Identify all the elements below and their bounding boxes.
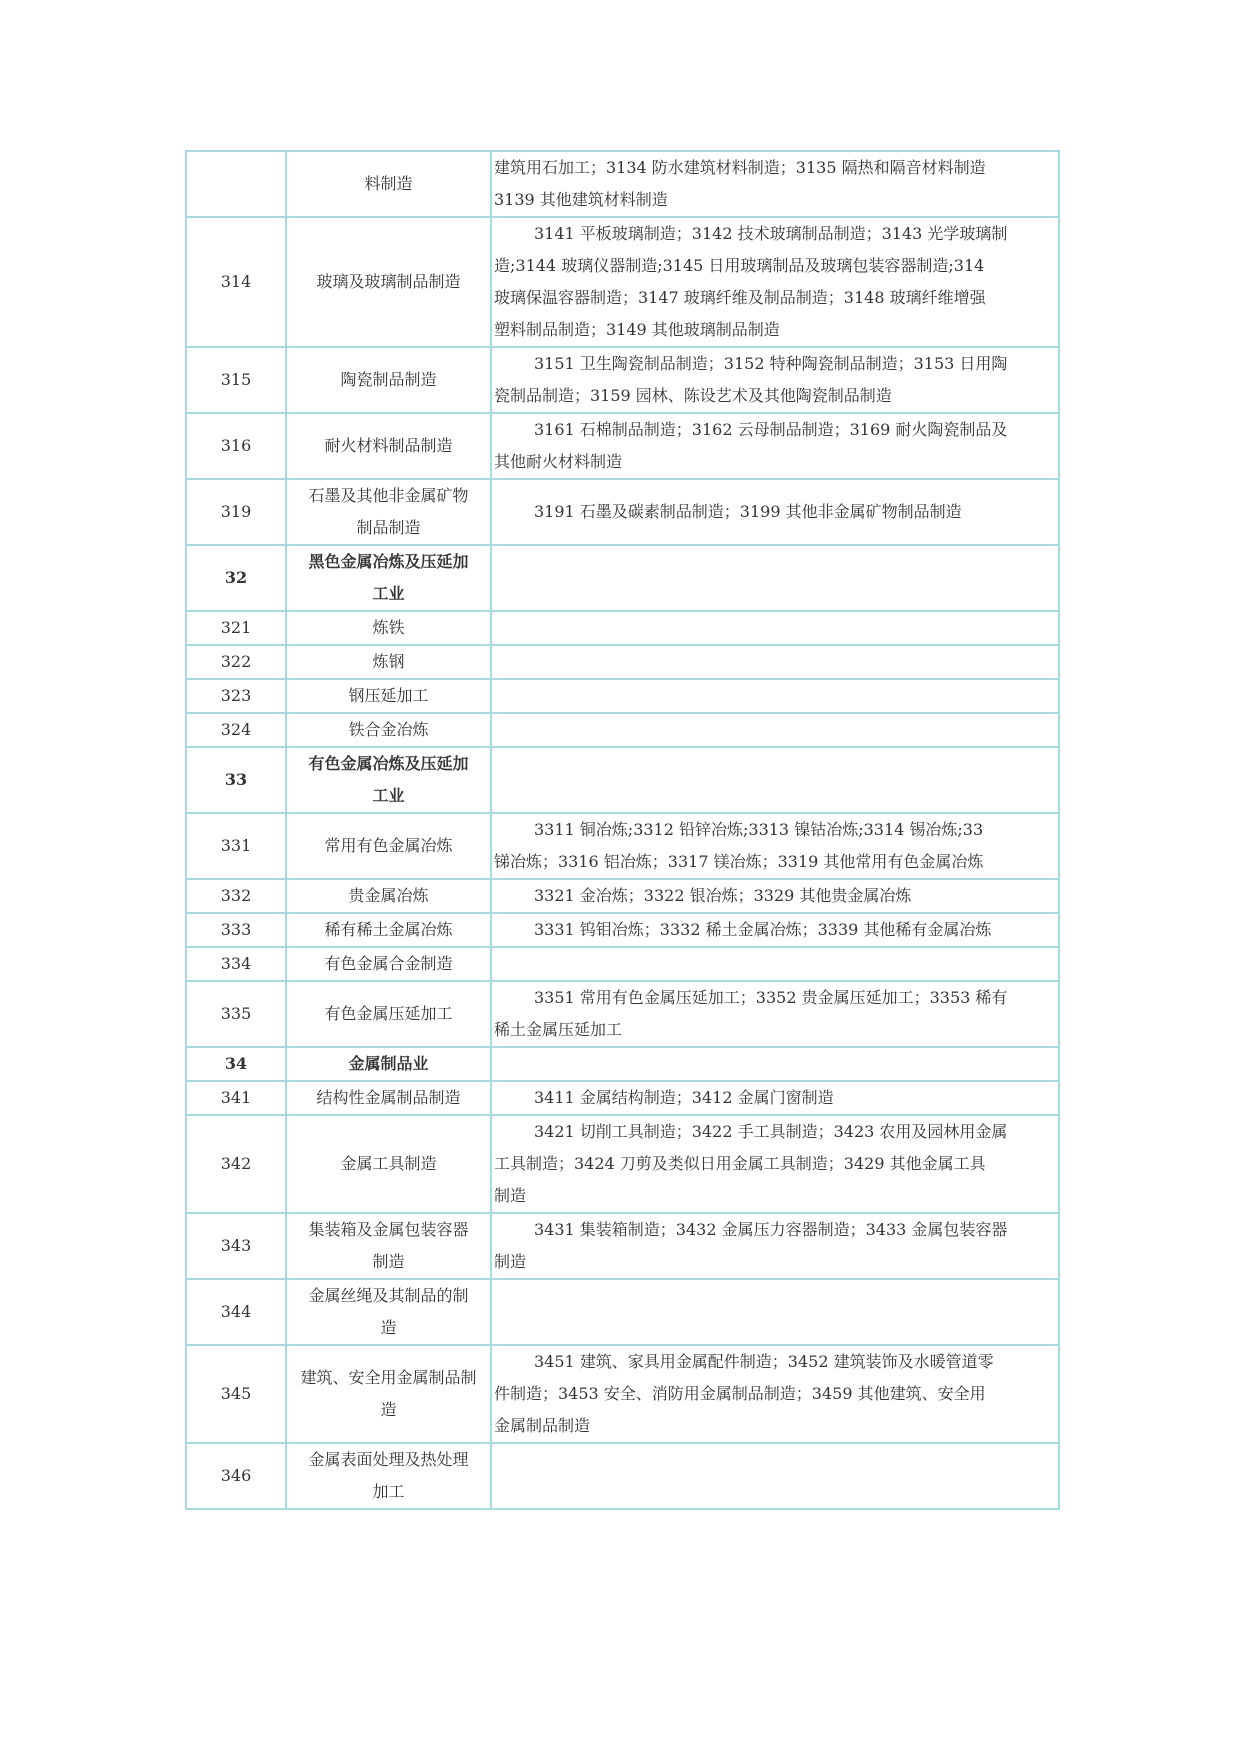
subcategory-line: 制造 (494, 1252, 527, 1271)
subcategory-line: 瓷制品制造；3159 园林、陈设艺术及其他陶瓷制品制造 (494, 386, 892, 405)
industry-subcategories (491, 1213, 1059, 1279)
table-row (186, 545, 1059, 611)
subcategory-line: 3141 平板玻璃制造；3142 技术玻璃制品制造；3143 光学玻璃制 (534, 224, 1008, 243)
industry-code: 34 (186, 1047, 286, 1081)
subcategory-line: 建筑用石加工；3134 防水建筑材料制造；3135 隔热和隔音材料制造 (494, 158, 986, 177)
industry-code: 33 (186, 747, 286, 813)
subcategory-line: 3191 石墨及碳素制品制造；3199 其他非金属矿物制品制造 (534, 502, 962, 521)
industry-name-line: 金属丝绳及其制品的制 (308, 1286, 469, 1305)
industry-subcategories (491, 947, 1059, 981)
industry-name-line: 炼钢 (372, 652, 405, 671)
table-row (186, 1213, 1059, 1279)
table-row (186, 1279, 1059, 1345)
industry-name-line: 造 (380, 1318, 397, 1337)
subcategory-line: 3161 石棉制品制造；3162 云母制品制造；3169 耐火陶瓷制品及 (534, 420, 1008, 439)
industry-name (286, 947, 491, 981)
industry-name (286, 1047, 491, 1081)
table-body (186, 151, 1059, 1509)
industry-code: 332 (186, 879, 286, 913)
subcategory-line: 件制造；3453 安全、消防用金属制品制造；3459 其他建筑、安全用 (494, 1384, 986, 1403)
table-row (186, 1345, 1059, 1443)
industry-name-line: 玻璃及玻璃制品制造 (316, 272, 461, 291)
table-row (186, 479, 1059, 545)
industry-subcategories (491, 813, 1059, 879)
industry-code: 316 (186, 413, 286, 479)
table-row (186, 151, 1059, 217)
industry-name (286, 413, 491, 479)
industry-code: 342 (186, 1115, 286, 1213)
table-row (186, 879, 1059, 913)
industry-name-line: 制造 (372, 1252, 405, 1271)
table-row (186, 1115, 1059, 1213)
industry-subcategories (491, 679, 1059, 713)
industry-name (286, 1443, 491, 1509)
industry-code: 314 (186, 217, 286, 347)
subcategory-line: 3451 建筑、家具用金属配件制造；3452 建筑装饰及水暖管道零 (534, 1352, 994, 1371)
subcategory-line: 其他耐火材料制造 (494, 452, 623, 471)
industry-name-line: 有色金属冶炼及压延加 (308, 754, 469, 773)
industry-name-line: 金属表面处理及热处理 (308, 1450, 469, 1469)
industry-name (286, 1279, 491, 1345)
industry-name (286, 347, 491, 413)
industry-name-line: 贵金属冶炼 (348, 886, 429, 905)
table-row (186, 413, 1059, 479)
industry-subcategories (491, 217, 1059, 347)
industry-name-line: 常用有色金属冶炼 (324, 836, 453, 855)
industry-subcategories (491, 1115, 1059, 1213)
table-row (186, 1081, 1059, 1115)
industry-name (286, 747, 491, 813)
subcategory-line: 工具制造；3424 刀剪及类似日用金属工具制造；3429 其他金属工具 (494, 1154, 986, 1173)
industry-code: 315 (186, 347, 286, 413)
table-row (186, 981, 1059, 1047)
industry-subcategories (491, 1081, 1059, 1115)
industry-name (286, 679, 491, 713)
industry-code: 321 (186, 611, 286, 645)
industry-name-line: 集装箱及金属包装容器 (308, 1220, 469, 1239)
industry-code: 319 (186, 479, 286, 545)
industry-name (286, 913, 491, 947)
industry-name-line: 有色金属合金制造 (324, 954, 453, 973)
subcategory-line: 3139 其他建筑材料制造 (494, 190, 668, 209)
industry-name-line: 工业 (372, 786, 405, 805)
subcategory-line: 3421 切削工具制造；3422 手工具制造；3423 农用及园林用金属 (534, 1122, 1008, 1141)
industry-code: 343 (186, 1213, 286, 1279)
industry-subcategories (491, 1047, 1059, 1081)
industry-name-line: 黑色金属冶炼及压延加 (308, 552, 469, 571)
industry-name (286, 813, 491, 879)
industry-code (186, 151, 286, 217)
industry-name (286, 645, 491, 679)
industry-name (286, 1081, 491, 1115)
industry-subcategories (491, 747, 1059, 813)
industry-code: 334 (186, 947, 286, 981)
industry-name (286, 1115, 491, 1213)
industry-subcategories (491, 151, 1059, 217)
table-row (186, 645, 1059, 679)
industry-name-line: 炼铁 (372, 618, 405, 637)
industry-subcategories (491, 913, 1059, 947)
industry-name (286, 217, 491, 347)
industry-code: 32 (186, 545, 286, 611)
industry-name-line: 铁合金冶炼 (348, 720, 429, 739)
industry-name (286, 713, 491, 747)
subcategory-line: 3351 常用有色金属压延加工；3352 贵金属压延加工；3353 稀有 (534, 988, 1008, 1007)
subcategory-line: 3431 集装箱制造；3432 金属压力容器制造；3433 金属包装容器 (534, 1220, 1008, 1239)
table-row (186, 747, 1059, 813)
industry-subcategories (491, 545, 1059, 611)
industry-code: 341 (186, 1081, 286, 1115)
industry-subcategories (491, 713, 1059, 747)
industry-name-line: 工业 (372, 584, 405, 603)
subcategory-line: 制造 (494, 1186, 527, 1205)
industry-subcategories (491, 645, 1059, 679)
industry-subcategories (491, 479, 1059, 545)
industry-subcategories (491, 981, 1059, 1047)
industry-code: 345 (186, 1345, 286, 1443)
table-row (186, 1047, 1059, 1081)
industry-name-line: 金属工具制造 (340, 1154, 437, 1173)
industry-name-line: 造 (380, 1400, 397, 1419)
industry-code: 335 (186, 981, 286, 1047)
industry-code: 323 (186, 679, 286, 713)
industry-subcategories (491, 611, 1059, 645)
industry-subcategories (491, 1443, 1059, 1509)
subcategory-line: 3331 钨钼冶炼；3332 稀土金属冶炼；3339 其他稀有金属冶炼 (534, 920, 992, 939)
industry-subcategories (491, 1345, 1059, 1443)
industry-code: 322 (186, 645, 286, 679)
table-row (186, 347, 1059, 413)
industry-name (286, 611, 491, 645)
subcategory-line: 3321 金冶炼；3322 银冶炼；3329 其他贵金属冶炼 (534, 886, 912, 905)
table-row (186, 611, 1059, 645)
table-row (186, 913, 1059, 947)
industry-name-line: 稀有稀土金属冶炼 (324, 920, 453, 939)
industry-name-line: 钢压延加工 (348, 686, 429, 705)
table-row (186, 679, 1059, 713)
industry-name-line: 结构性金属制品制造 (316, 1088, 461, 1107)
industry-name-line: 有色金属压延加工 (324, 1004, 453, 1023)
subcategory-line: 3311 铜冶炼;3312 铅锌冶炼;3313 镍钴冶炼;3314 锡冶炼;33 (534, 820, 984, 839)
industry-name-line: 建筑、安全用金属制品制 (300, 1368, 477, 1387)
subcategory-line: 造;3144 玻璃仪器制造;3145 日用玻璃制品及玻璃包装容器制造;314 (494, 256, 985, 275)
industry-name (286, 981, 491, 1047)
subcategory-line: 锑冶炼；3316 铝冶炼；3317 镁冶炼；3319 其他常用有色金属冶炼 (494, 852, 984, 871)
subcategory-line: 金属制品制造 (494, 1416, 591, 1435)
industry-code: 333 (186, 913, 286, 947)
industry-name-line: 陶瓷制品制造 (340, 370, 437, 389)
subcategory-line: 稀土金属压延加工 (494, 1020, 623, 1039)
industry-name-line: 耐火材料制品制造 (324, 436, 453, 455)
table-row (186, 813, 1059, 879)
industry-subcategories (491, 1279, 1059, 1345)
industry-name-line: 制品制造 (356, 518, 421, 537)
industry-subcategories (491, 413, 1059, 479)
industry-name-line: 料制造 (364, 174, 413, 193)
industry-name (286, 879, 491, 913)
industry-code: 324 (186, 713, 286, 747)
industry-code: 344 (186, 1279, 286, 1345)
industry-classification-table (185, 150, 1060, 1510)
industry-code: 346 (186, 1443, 286, 1509)
industry-name-line: 石墨及其他非金属矿物 (308, 486, 469, 505)
subcategory-line: 3151 卫生陶瓷制品制造；3152 特种陶瓷制品制造；3153 日用陶 (534, 354, 1008, 373)
subcategory-line: 3411 金属结构制造；3412 金属门窗制造 (534, 1088, 834, 1107)
table-row (186, 947, 1059, 981)
industry-subcategories (491, 347, 1059, 413)
industry-name-line: 金属制品业 (348, 1054, 429, 1073)
subcategory-line: 塑料制品制造；3149 其他玻璃制品制造 (494, 320, 780, 339)
subcategory-line: 玻璃保温容器制造；3147 玻璃纤维及制品制造；3148 玻璃纤维增强 (494, 288, 986, 307)
industry-name (286, 479, 491, 545)
industry-name-line: 加工 (372, 1482, 405, 1501)
industry-name (286, 1345, 491, 1443)
industry-name (286, 545, 491, 611)
table-row (186, 217, 1059, 347)
industry-code: 331 (186, 813, 286, 879)
table-row (186, 1443, 1059, 1509)
industry-name (286, 151, 491, 217)
table-row (186, 713, 1059, 747)
industry-name (286, 1213, 491, 1279)
industry-subcategories (491, 879, 1059, 913)
